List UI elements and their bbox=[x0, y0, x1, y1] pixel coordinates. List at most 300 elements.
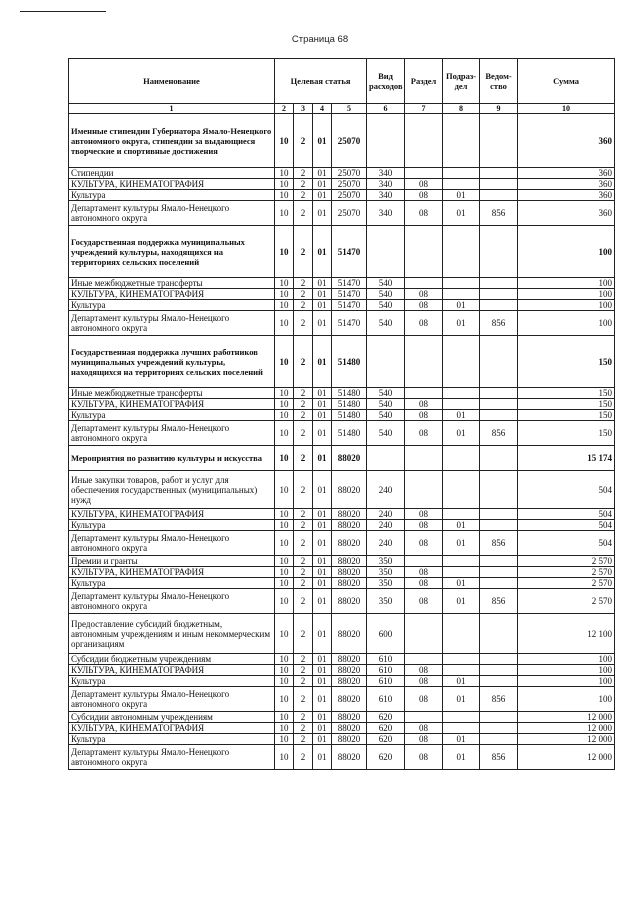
table-row bbox=[69, 446, 615, 471]
target-code-part: 2 bbox=[294, 278, 313, 289]
target-code-part: 01 bbox=[313, 567, 332, 578]
amount: 15 174 bbox=[518, 446, 615, 471]
target-code: 88020 bbox=[332, 471, 367, 509]
expense-kind: 540 bbox=[367, 410, 405, 421]
header-subsection: Подраз-дел bbox=[443, 59, 480, 104]
target-code-part: 10 bbox=[275, 676, 294, 687]
section-code: 08 bbox=[405, 665, 443, 676]
table-row bbox=[69, 589, 615, 614]
expense-kind: 240 bbox=[367, 520, 405, 531]
table-row bbox=[69, 471, 615, 509]
target-code-part: 2 bbox=[294, 179, 313, 190]
department-code bbox=[480, 289, 518, 300]
department-code: 856 bbox=[480, 745, 518, 770]
target-code-part: 01 bbox=[313, 734, 332, 745]
target-code-part: 01 bbox=[313, 114, 332, 168]
section-code: 08 bbox=[405, 734, 443, 745]
target-code-part: 10 bbox=[275, 399, 294, 410]
target-code-part: 01 bbox=[313, 300, 332, 311]
department-code bbox=[480, 336, 518, 388]
row-name: Департамент культуры Ямало-Ненецкого автономного округа bbox=[69, 687, 275, 712]
row-name: Департамент культуры Ямало-Ненецкого автономного округа bbox=[69, 201, 275, 226]
target-code: 88020 bbox=[332, 665, 367, 676]
subsection-code: 01 bbox=[443, 687, 480, 712]
target-code-part: 01 bbox=[313, 226, 332, 278]
table-row bbox=[69, 614, 615, 654]
target-code-part: 2 bbox=[294, 114, 313, 168]
target-code-part: 10 bbox=[275, 226, 294, 278]
target-code-part: 10 bbox=[275, 520, 294, 531]
target-code-part: 10 bbox=[275, 687, 294, 712]
amount: 504 bbox=[518, 471, 615, 509]
budget-table bbox=[68, 58, 615, 770]
section-code: 08 bbox=[405, 421, 443, 446]
target-code-part: 01 bbox=[313, 589, 332, 614]
table-row bbox=[69, 201, 615, 226]
target-code-part: 2 bbox=[294, 289, 313, 300]
expense-kind: 610 bbox=[367, 676, 405, 687]
target-code: 51480 bbox=[332, 410, 367, 421]
department-code bbox=[480, 179, 518, 190]
column-number: 5 bbox=[332, 104, 367, 114]
expense-kind: 350 bbox=[367, 578, 405, 589]
amount: 150 bbox=[518, 336, 615, 388]
amount: 2 570 bbox=[518, 556, 615, 567]
amount: 100 bbox=[518, 687, 615, 712]
amount: 2 570 bbox=[518, 578, 615, 589]
expense-kind bbox=[367, 114, 405, 168]
department-code bbox=[480, 168, 518, 179]
row-name: Департамент культуры Ямало-Ненецкого автономного округа bbox=[69, 311, 275, 336]
row-name: Предоставление субсидий бюджетным, автономным учреждениям и иным некоммерческим организациям bbox=[69, 614, 275, 654]
row-name: КУЛЬТУРА, КИНЕМАТОГРАФИЯ bbox=[69, 723, 275, 734]
target-code-part: 01 bbox=[313, 654, 332, 665]
subsection-code bbox=[443, 471, 480, 509]
target-code-part: 10 bbox=[275, 531, 294, 556]
department-code: 856 bbox=[480, 589, 518, 614]
expense-kind: 540 bbox=[367, 289, 405, 300]
subsection-code: 01 bbox=[443, 734, 480, 745]
department-code: 856 bbox=[480, 421, 518, 446]
section-code: 08 bbox=[405, 578, 443, 589]
expense-kind: 350 bbox=[367, 589, 405, 614]
subsection-code bbox=[443, 712, 480, 723]
expense-kind: 610 bbox=[367, 654, 405, 665]
expense-kind: 350 bbox=[367, 567, 405, 578]
target-code: 88020 bbox=[332, 734, 367, 745]
target-code-part: 10 bbox=[275, 654, 294, 665]
target-code-part: 2 bbox=[294, 190, 313, 201]
header-dept: Ведом-ство bbox=[480, 59, 518, 104]
row-name: Иные закупки товаров, работ и услуг для обеспечения государственных (муниципальных) нужд bbox=[69, 471, 275, 509]
target-code: 88020 bbox=[332, 676, 367, 687]
target-code: 51480 bbox=[332, 336, 367, 388]
row-name: Иные межбюджетные трансферты bbox=[69, 388, 275, 399]
column-number: 7 bbox=[405, 104, 443, 114]
row-name: Государственная поддержка муниципальных учреждений культуры, находящихся на территориях сельских поселений bbox=[69, 226, 275, 278]
target-code-part: 2 bbox=[294, 410, 313, 421]
target-code-part: 2 bbox=[294, 311, 313, 336]
table-row bbox=[69, 567, 615, 578]
section-code bbox=[405, 388, 443, 399]
row-name: Культура bbox=[69, 300, 275, 311]
row-name: КУЛЬТУРА, КИНЕМАТОГРАФИЯ bbox=[69, 567, 275, 578]
target-code: 88020 bbox=[332, 723, 367, 734]
expense-kind: 600 bbox=[367, 614, 405, 654]
header-kind: Вид расходов bbox=[367, 59, 405, 104]
department-code bbox=[480, 226, 518, 278]
target-code: 25070 bbox=[332, 190, 367, 201]
target-code-part: 01 bbox=[313, 446, 332, 471]
table-body bbox=[69, 114, 615, 770]
subsection-code bbox=[443, 289, 480, 300]
table-row bbox=[69, 712, 615, 723]
page-number: Страница 68 bbox=[291, 34, 349, 45]
target-code: 88020 bbox=[332, 614, 367, 654]
expense-kind: 620 bbox=[367, 723, 405, 734]
row-name: Культура bbox=[69, 734, 275, 745]
subsection-code bbox=[443, 388, 480, 399]
target-code-part: 10 bbox=[275, 567, 294, 578]
table-row bbox=[69, 399, 615, 410]
target-code-part: 01 bbox=[313, 723, 332, 734]
row-name: Культура bbox=[69, 578, 275, 589]
amount: 360 bbox=[518, 114, 615, 168]
target-code-part: 10 bbox=[275, 723, 294, 734]
table-row bbox=[69, 190, 615, 201]
table-row bbox=[69, 289, 615, 300]
target-code-part: 10 bbox=[275, 300, 294, 311]
expense-kind: 540 bbox=[367, 300, 405, 311]
amount: 100 bbox=[518, 665, 615, 676]
amount: 100 bbox=[518, 278, 615, 289]
row-name: Именные стипендии Губернатора Ямало-Ненецкого автономного округа, стипендии за выдающиеся творческие и спортивные достижения bbox=[69, 114, 275, 168]
target-code-part: 10 bbox=[275, 745, 294, 770]
amount: 12 000 bbox=[518, 723, 615, 734]
department-code bbox=[480, 578, 518, 589]
target-code-part: 01 bbox=[313, 676, 332, 687]
row-name: КУЛЬТУРА, КИНЕМАТОГРАФИЯ bbox=[69, 509, 275, 520]
department-code bbox=[480, 114, 518, 168]
expense-kind: 540 bbox=[367, 399, 405, 410]
department-code bbox=[480, 520, 518, 531]
header-target: Целевая статья bbox=[275, 59, 367, 104]
table-row bbox=[69, 734, 615, 745]
target-code-part: 01 bbox=[313, 745, 332, 770]
department-code bbox=[480, 446, 518, 471]
column-number: 3 bbox=[294, 104, 313, 114]
target-code-part: 2 bbox=[294, 614, 313, 654]
target-code: 51470 bbox=[332, 226, 367, 278]
top-rule bbox=[20, 11, 106, 12]
row-name: Культура bbox=[69, 520, 275, 531]
row-name: Государственная поддержка лучших работников муниципальных учреждений культуры, находящихся на территориях сельских поселений bbox=[69, 336, 275, 388]
target-code-part: 10 bbox=[275, 421, 294, 446]
subsection-code bbox=[443, 278, 480, 289]
amount: 100 bbox=[518, 226, 615, 278]
row-name: Стипендии bbox=[69, 168, 275, 179]
target-code: 88020 bbox=[332, 567, 367, 578]
subsection-code bbox=[443, 399, 480, 410]
target-code-part: 10 bbox=[275, 712, 294, 723]
subsection-code bbox=[443, 179, 480, 190]
department-code: 856 bbox=[480, 201, 518, 226]
target-code-part: 01 bbox=[313, 311, 332, 336]
department-code bbox=[480, 556, 518, 567]
expense-kind bbox=[367, 226, 405, 278]
subsection-code: 01 bbox=[443, 578, 480, 589]
target-code-part: 2 bbox=[294, 589, 313, 614]
section-code: 08 bbox=[405, 509, 443, 520]
expense-kind: 340 bbox=[367, 190, 405, 201]
row-name: Субсидии автономным учреждениям bbox=[69, 712, 275, 723]
department-code bbox=[480, 471, 518, 509]
target-code-part: 10 bbox=[275, 179, 294, 190]
department-code bbox=[480, 712, 518, 723]
subsection-code: 01 bbox=[443, 745, 480, 770]
target-code: 51480 bbox=[332, 421, 367, 446]
section-code: 08 bbox=[405, 687, 443, 712]
section-code: 08 bbox=[405, 531, 443, 556]
section-code: 08 bbox=[405, 300, 443, 311]
table-row bbox=[69, 531, 615, 556]
row-name: Департамент культуры Ямало-Ненецкого автономного округа bbox=[69, 589, 275, 614]
subsection-code bbox=[443, 226, 480, 278]
target-code-part: 2 bbox=[294, 421, 313, 446]
subsection-code bbox=[443, 446, 480, 471]
target-code-part: 2 bbox=[294, 665, 313, 676]
subsection-code: 01 bbox=[443, 421, 480, 446]
row-name: Премии и гранты bbox=[69, 556, 275, 567]
target-code-part: 01 bbox=[313, 179, 332, 190]
table-row bbox=[69, 520, 615, 531]
department-code bbox=[480, 509, 518, 520]
target-code-part: 10 bbox=[275, 168, 294, 179]
row-name: Культура bbox=[69, 410, 275, 421]
section-code: 08 bbox=[405, 676, 443, 687]
amount: 360 bbox=[518, 168, 615, 179]
target-code: 25070 bbox=[332, 201, 367, 226]
department-code bbox=[480, 300, 518, 311]
target-code-part: 10 bbox=[275, 614, 294, 654]
section-code: 08 bbox=[405, 567, 443, 578]
subsection-code bbox=[443, 168, 480, 179]
section-code bbox=[405, 226, 443, 278]
target-code-part: 01 bbox=[313, 509, 332, 520]
target-code-part: 01 bbox=[313, 556, 332, 567]
row-name: Культура bbox=[69, 190, 275, 201]
target-code: 88020 bbox=[332, 687, 367, 712]
target-code-part: 10 bbox=[275, 201, 294, 226]
amount: 100 bbox=[518, 289, 615, 300]
section-code: 08 bbox=[405, 399, 443, 410]
target-code: 88020 bbox=[332, 520, 367, 531]
amount: 12 000 bbox=[518, 712, 615, 723]
target-code-part: 01 bbox=[313, 399, 332, 410]
target-code-part: 10 bbox=[275, 556, 294, 567]
subsection-code bbox=[443, 114, 480, 168]
department-code: 856 bbox=[480, 687, 518, 712]
target-code-part: 01 bbox=[313, 531, 332, 556]
department-code bbox=[480, 614, 518, 654]
subsection-code bbox=[443, 614, 480, 654]
column-number: 2 bbox=[275, 104, 294, 114]
target-code-part: 01 bbox=[313, 665, 332, 676]
target-code-part: 10 bbox=[275, 734, 294, 745]
target-code: 25070 bbox=[332, 114, 367, 168]
target-code: 88020 bbox=[332, 556, 367, 567]
section-code bbox=[405, 278, 443, 289]
expense-kind: 240 bbox=[367, 471, 405, 509]
subsection-code: 01 bbox=[443, 589, 480, 614]
section-code bbox=[405, 654, 443, 665]
target-code-part: 2 bbox=[294, 201, 313, 226]
section-code: 08 bbox=[405, 520, 443, 531]
section-code: 08 bbox=[405, 179, 443, 190]
amount: 150 bbox=[518, 399, 615, 410]
department-code bbox=[480, 399, 518, 410]
subsection-code: 01 bbox=[443, 201, 480, 226]
target-code-part: 10 bbox=[275, 509, 294, 520]
target-code: 88020 bbox=[332, 446, 367, 471]
section-code: 08 bbox=[405, 410, 443, 421]
target-code-part: 01 bbox=[313, 687, 332, 712]
table-row bbox=[69, 226, 615, 278]
subsection-code bbox=[443, 567, 480, 578]
section-code bbox=[405, 446, 443, 471]
amount: 504 bbox=[518, 520, 615, 531]
header-section: Раздел bbox=[405, 59, 443, 104]
target-code-part: 10 bbox=[275, 190, 294, 201]
table-row bbox=[69, 336, 615, 388]
expense-kind: 340 bbox=[367, 168, 405, 179]
target-code-part: 2 bbox=[294, 399, 313, 410]
table-row bbox=[69, 676, 615, 687]
row-name: КУЛЬТУРА, КИНЕМАТОГРАФИЯ bbox=[69, 665, 275, 676]
target-code-part: 01 bbox=[313, 336, 332, 388]
target-code-part: 2 bbox=[294, 745, 313, 770]
target-code-part: 2 bbox=[294, 654, 313, 665]
target-code-part: 01 bbox=[313, 278, 332, 289]
subsection-code bbox=[443, 723, 480, 734]
target-code: 51470 bbox=[332, 289, 367, 300]
header-sum: Сумма bbox=[518, 59, 615, 104]
target-code-part: 2 bbox=[294, 687, 313, 712]
target-code-part: 01 bbox=[313, 410, 332, 421]
expense-kind: 240 bbox=[367, 509, 405, 520]
table-row bbox=[69, 300, 615, 311]
target-code-part: 01 bbox=[313, 712, 332, 723]
table-row bbox=[69, 311, 615, 336]
subsection-code: 01 bbox=[443, 410, 480, 421]
amount: 100 bbox=[518, 676, 615, 687]
row-name: КУЛЬТУРА, КИНЕМАТОГРАФИЯ bbox=[69, 179, 275, 190]
section-code: 08 bbox=[405, 745, 443, 770]
table-row bbox=[69, 278, 615, 289]
subsection-code: 01 bbox=[443, 300, 480, 311]
expense-kind: 620 bbox=[367, 745, 405, 770]
column-number: 1 bbox=[69, 104, 275, 114]
amount: 12 000 bbox=[518, 745, 615, 770]
target-code-part: 01 bbox=[313, 190, 332, 201]
row-name: Иные межбюджетные трансферты bbox=[69, 278, 275, 289]
row-name: Департамент культуры Ямало-Ненецкого автономного округа bbox=[69, 745, 275, 770]
subsection-code: 01 bbox=[443, 311, 480, 336]
target-code-part: 2 bbox=[294, 531, 313, 556]
expense-kind: 540 bbox=[367, 278, 405, 289]
target-code: 51480 bbox=[332, 399, 367, 410]
department-code bbox=[480, 654, 518, 665]
header-name: Наименование bbox=[69, 59, 275, 104]
target-code: 51470 bbox=[332, 311, 367, 336]
row-name: КУЛЬТУРА, КИНЕМАТОГРАФИЯ bbox=[69, 399, 275, 410]
subsection-code bbox=[443, 654, 480, 665]
expense-kind: 340 bbox=[367, 201, 405, 226]
target-code-part: 01 bbox=[313, 471, 332, 509]
target-code-part: 2 bbox=[294, 509, 313, 520]
target-code: 88020 bbox=[332, 654, 367, 665]
target-code-part: 10 bbox=[275, 578, 294, 589]
target-code-part: 01 bbox=[313, 578, 332, 589]
table-row bbox=[69, 665, 615, 676]
table-row bbox=[69, 745, 615, 770]
target-code-part: 2 bbox=[294, 300, 313, 311]
target-code-part: 2 bbox=[294, 168, 313, 179]
subsection-code: 01 bbox=[443, 676, 480, 687]
target-code-part: 10 bbox=[275, 471, 294, 509]
department-code bbox=[480, 723, 518, 734]
column-number: 9 bbox=[480, 104, 518, 114]
table-row bbox=[69, 114, 615, 168]
row-name: Департамент культуры Ямало-Ненецкого автономного округа bbox=[69, 421, 275, 446]
subsection-code bbox=[443, 509, 480, 520]
target-code-part: 01 bbox=[313, 289, 332, 300]
target-code: 51480 bbox=[332, 388, 367, 399]
target-code: 88020 bbox=[332, 745, 367, 770]
section-code: 08 bbox=[405, 589, 443, 614]
target-code-part: 10 bbox=[275, 336, 294, 388]
expense-kind bbox=[367, 336, 405, 388]
target-code-part: 01 bbox=[313, 168, 332, 179]
target-code-part: 2 bbox=[294, 446, 313, 471]
header-row bbox=[69, 59, 615, 104]
target-code-part: 2 bbox=[294, 567, 313, 578]
target-code-part: 10 bbox=[275, 589, 294, 614]
target-code-part: 10 bbox=[275, 278, 294, 289]
amount: 360 bbox=[518, 190, 615, 201]
department-code: 856 bbox=[480, 531, 518, 556]
target-code-part: 2 bbox=[294, 734, 313, 745]
section-code bbox=[405, 336, 443, 388]
amount: 504 bbox=[518, 531, 615, 556]
expense-kind: 540 bbox=[367, 388, 405, 399]
target-code: 88020 bbox=[332, 589, 367, 614]
target-code: 25070 bbox=[332, 168, 367, 179]
column-number: 8 bbox=[443, 104, 480, 114]
amount: 100 bbox=[518, 300, 615, 311]
department-code bbox=[480, 734, 518, 745]
target-code-part: 2 bbox=[294, 336, 313, 388]
expense-kind bbox=[367, 446, 405, 471]
expense-kind: 610 bbox=[367, 687, 405, 712]
section-code: 08 bbox=[405, 311, 443, 336]
amount: 12 100 bbox=[518, 614, 615, 654]
amount: 504 bbox=[518, 509, 615, 520]
section-code: 08 bbox=[405, 723, 443, 734]
target-code-part: 2 bbox=[294, 520, 313, 531]
department-code bbox=[480, 567, 518, 578]
section-code bbox=[405, 614, 443, 654]
